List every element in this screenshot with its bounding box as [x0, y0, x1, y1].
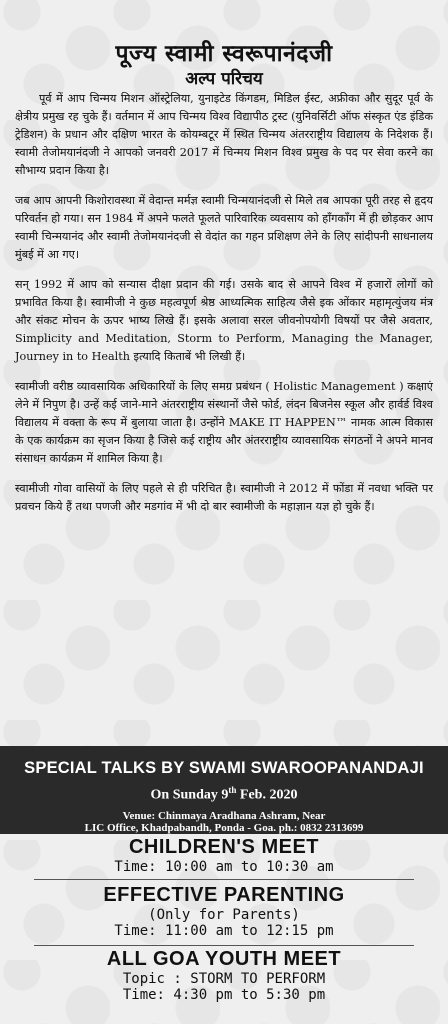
- venue-line: Venue: Chinmaya Aradhana Ashram, Near: [122, 809, 326, 822]
- event-children-meet: [0, 836, 448, 875]
- date-rest: Feb. 2020: [236, 787, 298, 803]
- event-name: EFFECTIVE PARENTING: [103, 884, 345, 906]
- divider: [34, 879, 414, 880]
- event-name: CHILDREN'S MEET: [128, 836, 320, 858]
- event-topic: Topic : STORM TO PERFORM: [122, 971, 326, 987]
- event-banner: [0, 746, 448, 834]
- venue: [0, 810, 448, 834]
- event-time: Time: 10:00 am to 10:30 am: [114, 859, 334, 875]
- bio-paragraph: पूर्व में आप चिन्मय मिशन ऑस्ट्रेलिया, युनाइटेड किंगडम, मिडिल ईस्ट, अफ्रीका और सुदूर पूर्व के क्षेत्रीय प्रमुख रह चुके हैं। वर्तमान में आप चिन्मय विश्व विद्यापीठ ट्रस्ट (युनिवर्सिटी ऑफ संस्कृत एंड इंडिक ट्रेडिशन) के प्रधान और दक्षिण भारत के कोयम्बटूर में स्थित चिन्मय अंतरराष्ट्रीय विद्यालय के निदेशक हैं। स्वामी तेजोमयानंदजी ने आपको जनवरी 2017 में चिन्मय मिशन विश्व प्रमुख के पद पर सेवा करने का सौभाग्य प्रदान किया है।: [15, 92, 433, 177]
- event-note: (Only for Parents): [148, 907, 300, 923]
- bio-paragraph: जब आप आपनी किशोरावस्था में वेदान्त मर्मज्ञ स्वामी चिन्मयानंदजी से मिले तब आपका पूरी तरह से हृदय परिवर्तन हो गया। सन 1984 में अपने फलते फूलते पारिवारिक व्यवसाय को हाँगकाँग में ही छोड़कर आप स्वामी चिन्मयानंद और स्वामी तेजोमयानंदजी से वेदांत का गहन प्रशिक्षण लेने के लिए सांदीपनी साधनालय मुंबई में आ गए।: [15, 194, 433, 261]
- event-date: [0, 785, 448, 804]
- date-prefix: On Sunday 9: [150, 787, 229, 803]
- biography: [15, 90, 433, 528]
- bio-paragraph: स्वामीजी गोवा वासियों के लिए पहले से ही परिचित है। स्वामीजी ने 2012 में फोंडा में नवधा भक्ति पर प्रवचन किये हैं तथा पणजी और मडगांव में भी दो बार स्वामीजी के महाज्ञान यज्ञ हो चुके हैं।: [15, 482, 433, 513]
- event-time: Time: 4:30 pm to 5:30 pm: [122, 987, 326, 1003]
- banner-title: SPECIAL TALKS BY SWAMI SWAROOPANANDAJI: [24, 759, 424, 777]
- bio-paragraph: स्वामीजी वरीष्ठ व्यावसायिक अधिकारियों के लिए समग्र प्रबंधन ( Holistic Management ) कक्षाएं लेने में निपुण है। उन्हें कई जाने-माने अंतरराष्ट्रीय संस्थानों जैसे फोर्ड, लंदन बिजनेस स्कूल और हार्वर्ड विश्व विद्यालय में वक्ता के रूप में बुलाया जाता है। उन्होंने MAKE IT HAPPEN™ नामक आत्म विकास के एक कार्यक्रम का सृजन किया है जिसे कई राष्ट्रीय और अंतरराष्ट्रीय व्यावसायिक संगठनों ने अपने मानव संसाधन कार्यक्रम में शामिल किया है।: [15, 380, 433, 465]
- event-name: ALL GOA YOUTH MEET: [106, 948, 342, 970]
- page-title: पूज्य स्वामी स्वरूपानंदजी: [115, 41, 333, 67]
- date-suffix-ordinal: th: [228, 785, 237, 795]
- page-subtitle: अल्प परिचय: [185, 69, 263, 89]
- bio-paragraph: सन् 1992 में आप को सन्यास दीक्षा प्रदान की गई। उसके बाद से आपने विश्व में हजारों लोगों को प्रभावित किया है। स्वामीजी ने कुछ महत्वपूर्ण श्रेष्ठ आध्यत्मिक साहित्य जैसे इक ओंकार महामृत्युंजय मंत्र और संकट मोचन के ऊपर भाष्य लिखे हैं। इसके अलावा सरल जीवनोपयोगी विषयों पर जैसे अवतार, Simplicity and Meditation, Storm to Perform, Managing the Manager, Journey in to Health इत्यादि किताबें भी लिखी हैं।: [15, 278, 433, 363]
- venue-line: LIC Office, Khadpabandh, Ponda - Goa. ph.: 0832 2313699: [84, 821, 364, 834]
- divider: [34, 945, 414, 946]
- event-youth-meet: [0, 948, 448, 1003]
- event-effective-parenting: [0, 884, 448, 939]
- event-time: Time: 11:00 am to 12:15 pm: [114, 923, 334, 939]
